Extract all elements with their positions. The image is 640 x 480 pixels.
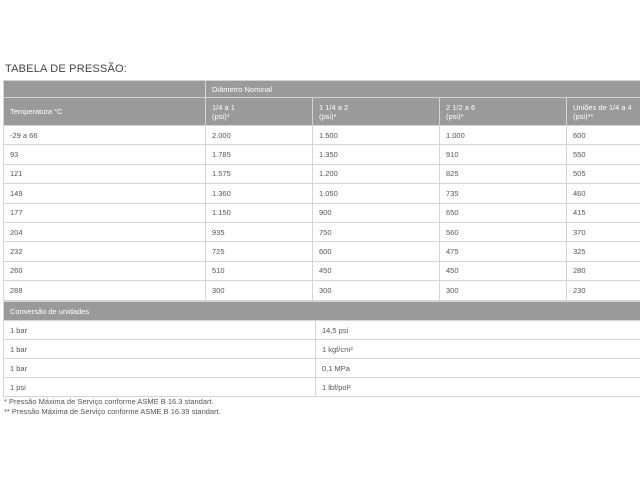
table-cell: 550 xyxy=(567,145,640,164)
table-row xyxy=(4,261,640,280)
table-cell: 93 xyxy=(4,145,206,164)
table-cell: 1 bar xyxy=(4,359,316,378)
table-cell: 149 xyxy=(4,184,206,203)
table-cell: 450 xyxy=(440,261,567,280)
table-row xyxy=(4,242,640,261)
conversion-table xyxy=(3,301,640,397)
table-cell: 1.360 xyxy=(206,184,313,203)
table-cell: 825 xyxy=(440,164,567,183)
table-cell: 260 xyxy=(4,261,206,280)
table-cell: -29 a 66 xyxy=(4,126,206,145)
table-cell: 300 xyxy=(313,281,440,300)
table-cell: 910 xyxy=(440,145,567,164)
table-cell: 1.200 xyxy=(313,164,440,183)
table-cell: 460 xyxy=(567,184,640,203)
temp-header: Temperatura °C xyxy=(4,98,206,126)
page-title: TABELA DE PRESSÃO: xyxy=(5,63,127,75)
table-row xyxy=(4,203,640,222)
table-cell: 450 xyxy=(313,261,440,280)
column-header: 2 1/2 a 6 (psi)* xyxy=(440,98,567,126)
table-cell: 1 lbf/pol² xyxy=(316,378,640,397)
table-cell: 1.150 xyxy=(206,203,313,222)
table-cell: 650 xyxy=(440,203,567,222)
table-cell: 1.785 xyxy=(206,145,313,164)
table-cell: 475 xyxy=(440,242,567,261)
table-cell: 325 xyxy=(567,242,640,261)
table-cell: 1 bar xyxy=(4,340,316,359)
table-cell: 14,5 psi xyxy=(316,321,640,340)
table-cell: 288 xyxy=(4,281,206,300)
footnote: ** Pressão Máxima de Serviço conforme ASME B 16.39 standart. xyxy=(4,407,221,416)
pressure-table xyxy=(3,80,640,301)
table-cell: 1 bar xyxy=(4,321,316,340)
table-cell: 750 xyxy=(313,222,440,241)
table-cell: 600 xyxy=(567,126,640,145)
table-row xyxy=(4,281,640,300)
table-cell: 300 xyxy=(206,281,313,300)
table-cell: 230 xyxy=(567,281,640,300)
table-row xyxy=(4,340,640,359)
column-header: 1/4 a 1 (psi)* xyxy=(206,98,313,126)
column-header: Uniões de 1/4 a 4 (psi)** xyxy=(567,98,640,126)
table-cell: 300 xyxy=(440,281,567,300)
group-header: Diâmetro Nominal xyxy=(206,81,640,98)
table-cell: 1.500 xyxy=(313,126,440,145)
table-cell: 510 xyxy=(206,261,313,280)
header-blank xyxy=(4,81,206,98)
table-row xyxy=(4,184,640,203)
table-cell: 725 xyxy=(206,242,313,261)
table-cell: 1 kgf/cm² xyxy=(316,340,640,359)
column-header: 1 1/4 a 2 (psi)* xyxy=(313,98,440,126)
table-cell: 232 xyxy=(4,242,206,261)
conversion-header: Conversão de unidades xyxy=(4,302,640,321)
table-cell: 1.000 xyxy=(440,126,567,145)
table-cell: 204 xyxy=(4,222,206,241)
table-cell: 735 xyxy=(440,184,567,203)
table-cell: 1.575 xyxy=(206,164,313,183)
footnotes xyxy=(4,397,221,417)
table-cell: 900 xyxy=(313,203,440,222)
table-cell: 1 psi xyxy=(4,378,316,397)
table-row xyxy=(4,378,640,397)
table-cell: 2.000 xyxy=(206,126,313,145)
table-cell: 177 xyxy=(4,203,206,222)
table-row xyxy=(4,164,640,183)
table-cell: 280 xyxy=(567,261,640,280)
table-cell: 935 xyxy=(206,222,313,241)
footnote: * Pressão Máxima de Serviço conforme ASME B 16.3 standart. xyxy=(4,397,214,406)
table-cell: 560 xyxy=(440,222,567,241)
table-row xyxy=(4,321,640,340)
table-row xyxy=(4,126,640,145)
table-cell: 1.350 xyxy=(313,145,440,164)
table-cell: 0,1 MPa xyxy=(316,359,640,378)
table-cell: 121 xyxy=(4,164,206,183)
table-row xyxy=(4,359,640,378)
table-cell: 505 xyxy=(567,164,640,183)
table-row xyxy=(4,145,640,164)
table-cell: 600 xyxy=(313,242,440,261)
table-cell: 1.050 xyxy=(313,184,440,203)
table-cell: 415 xyxy=(567,203,640,222)
table-cell: 370 xyxy=(567,222,640,241)
table-row xyxy=(4,222,640,241)
